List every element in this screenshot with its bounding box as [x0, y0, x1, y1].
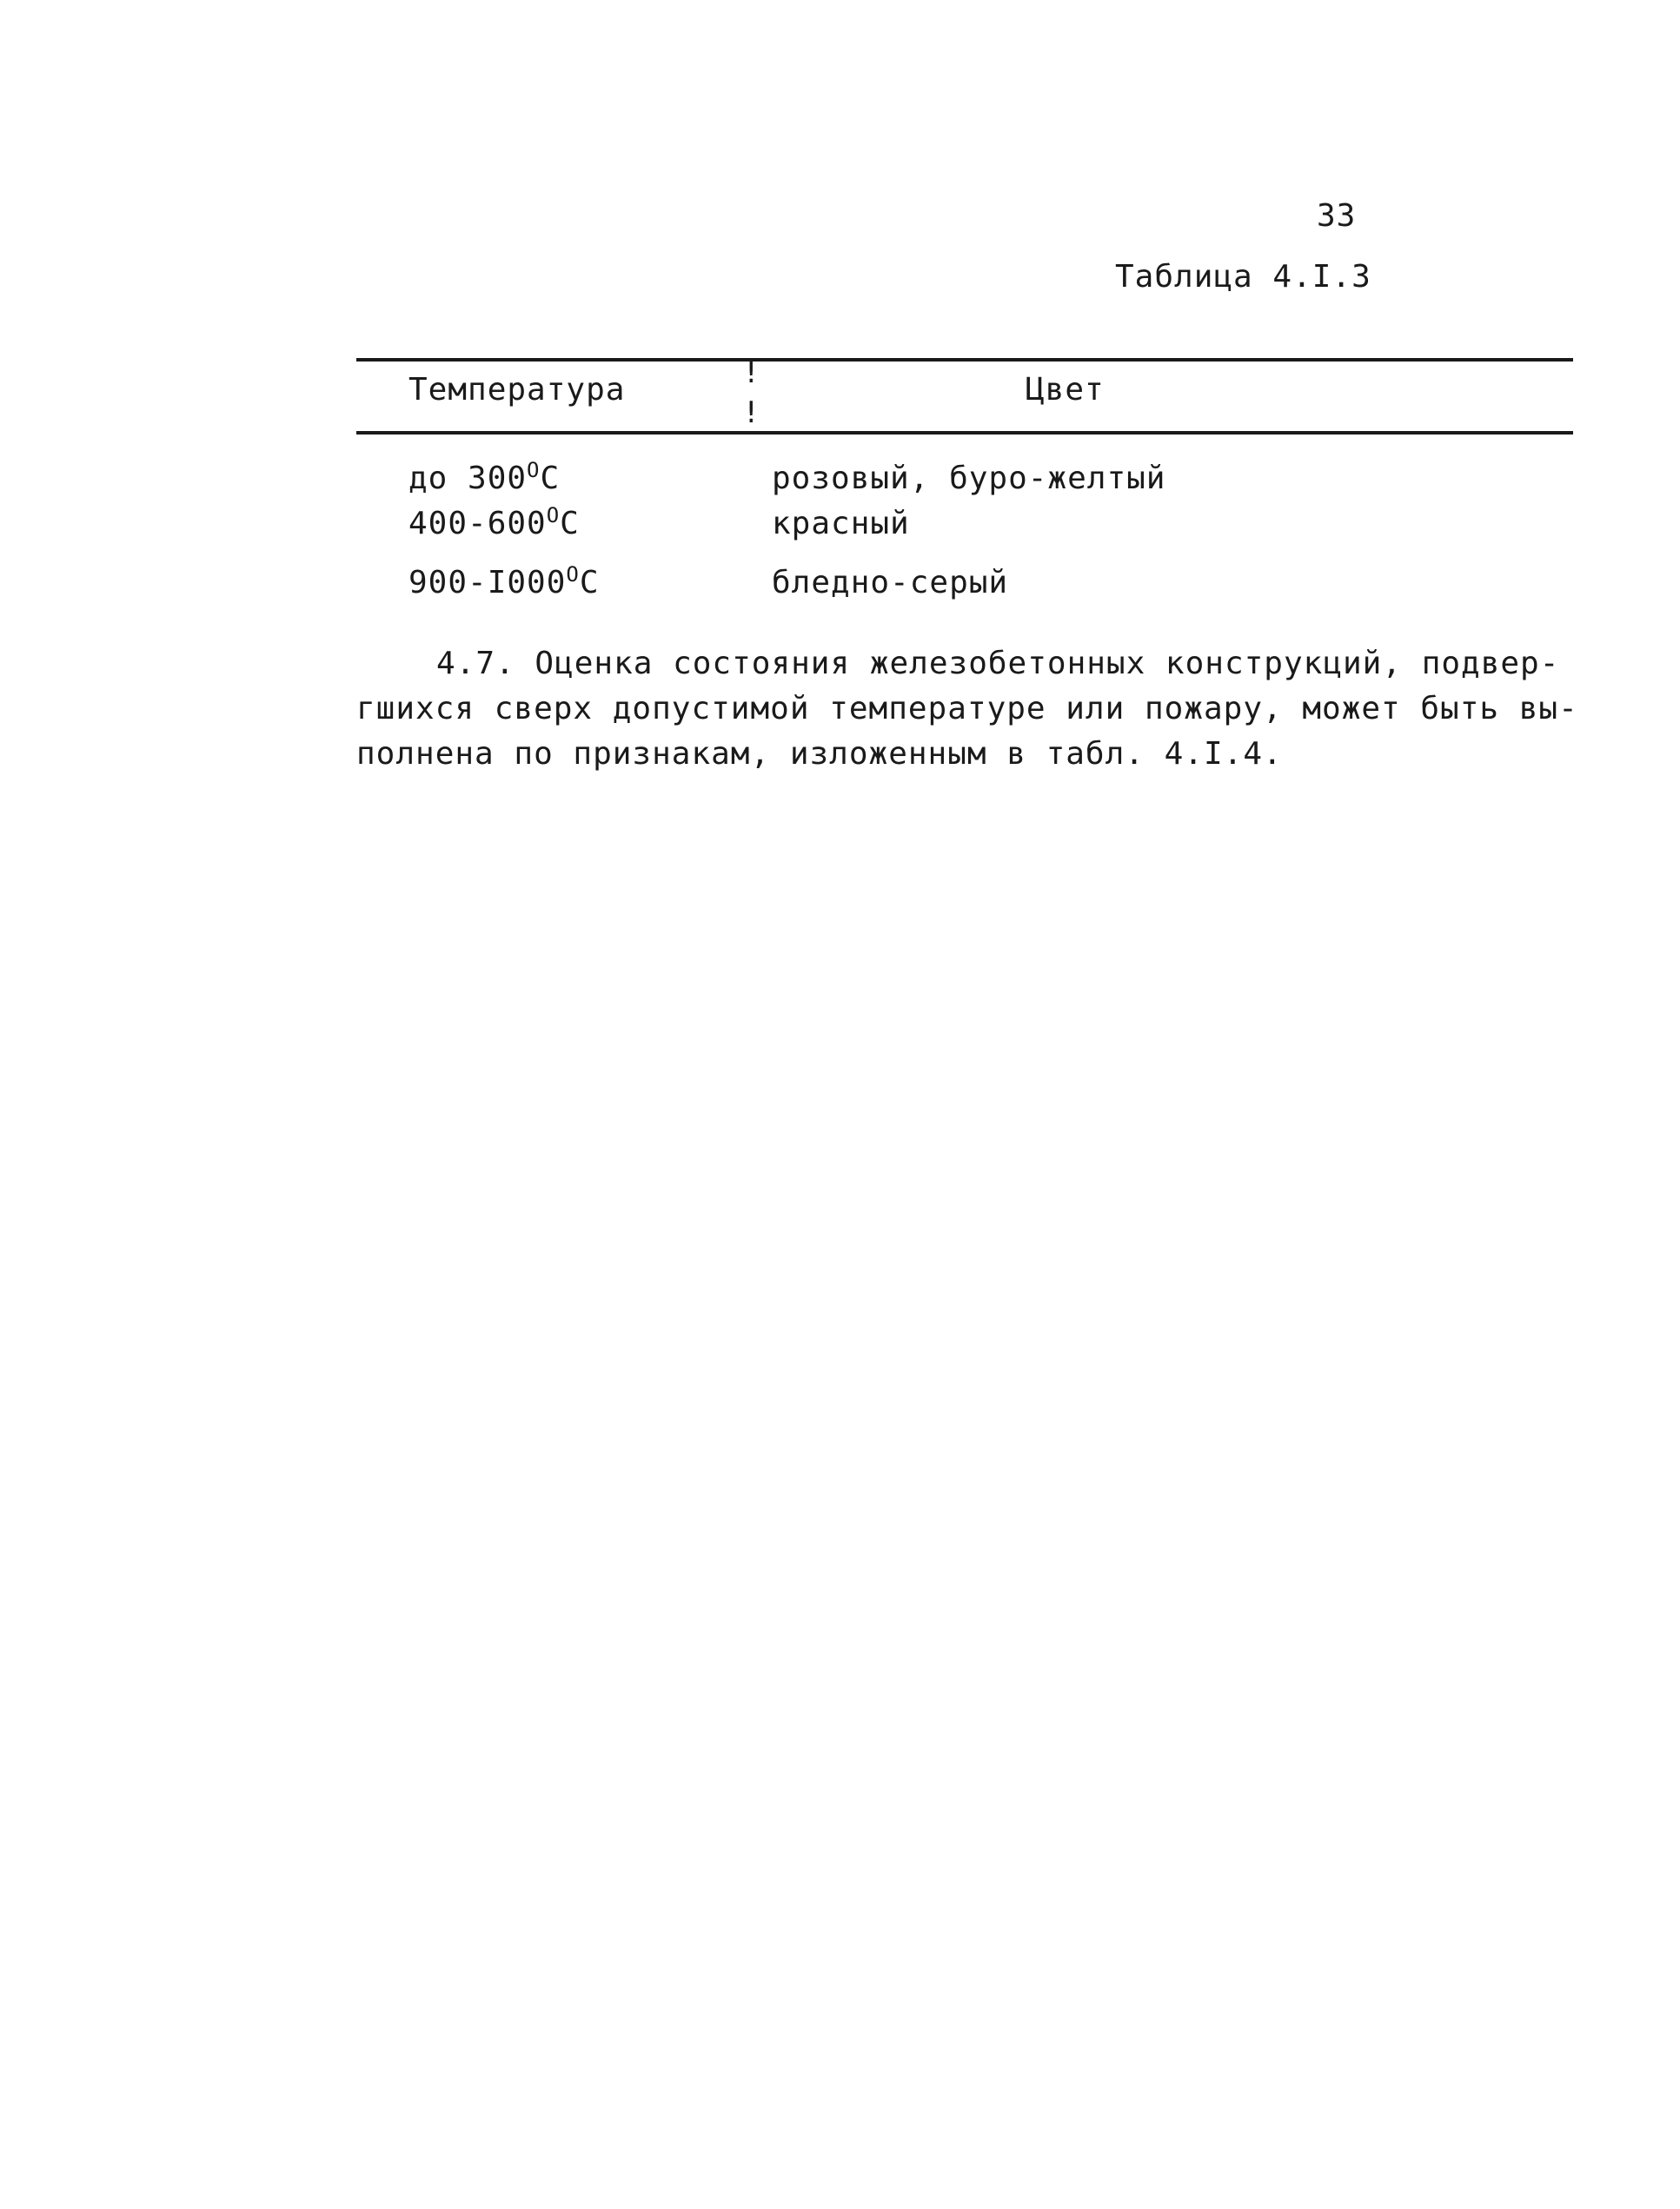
body-paragraph	[356, 641, 1578, 777]
paragraph-line: полнена по признакам, изложенным в табл. 4.I.4.	[356, 736, 1283, 772]
table-cell-temperature	[408, 458, 561, 496]
degree-mark: О	[527, 458, 541, 482]
column-header-color: Цвет	[1026, 372, 1105, 408]
paragraph-line: 4.7. Оценка состояния железобетонных конструкций, подвер-	[436, 646, 1560, 681]
temperature-unit: С	[579, 565, 600, 600]
table-cell-temperature	[408, 503, 580, 541]
temperature-value: 900-I000	[408, 565, 567, 600]
table-top-rule	[356, 358, 1573, 362]
table-caption: Таблица 4.I.3	[1115, 259, 1371, 295]
table-cell-color: красный	[772, 506, 910, 541]
page-number: 33	[1317, 198, 1357, 234]
column-header-temperature: Температура	[408, 372, 626, 408]
temperature-unit: С	[560, 506, 580, 541]
column-separator-mark: !	[742, 395, 760, 430]
column-separator-mark: !	[742, 355, 760, 390]
table-cell-temperature	[408, 562, 600, 600]
temperature-value: до 300	[408, 461, 528, 496]
temperature-value: 400-600	[408, 506, 547, 541]
degree-mark: О	[566, 562, 580, 587]
table-cell-color: бледно-серый	[772, 565, 1009, 600]
table-header-rule	[356, 431, 1573, 435]
paragraph-line: гшихся сверх допустимой температуре или пожару, может быть вы-	[356, 691, 1578, 726]
temperature-unit: С	[540, 461, 561, 496]
table-cell-color: розовый, буро-желтый	[772, 461, 1166, 496]
degree-mark: О	[546, 503, 561, 527]
